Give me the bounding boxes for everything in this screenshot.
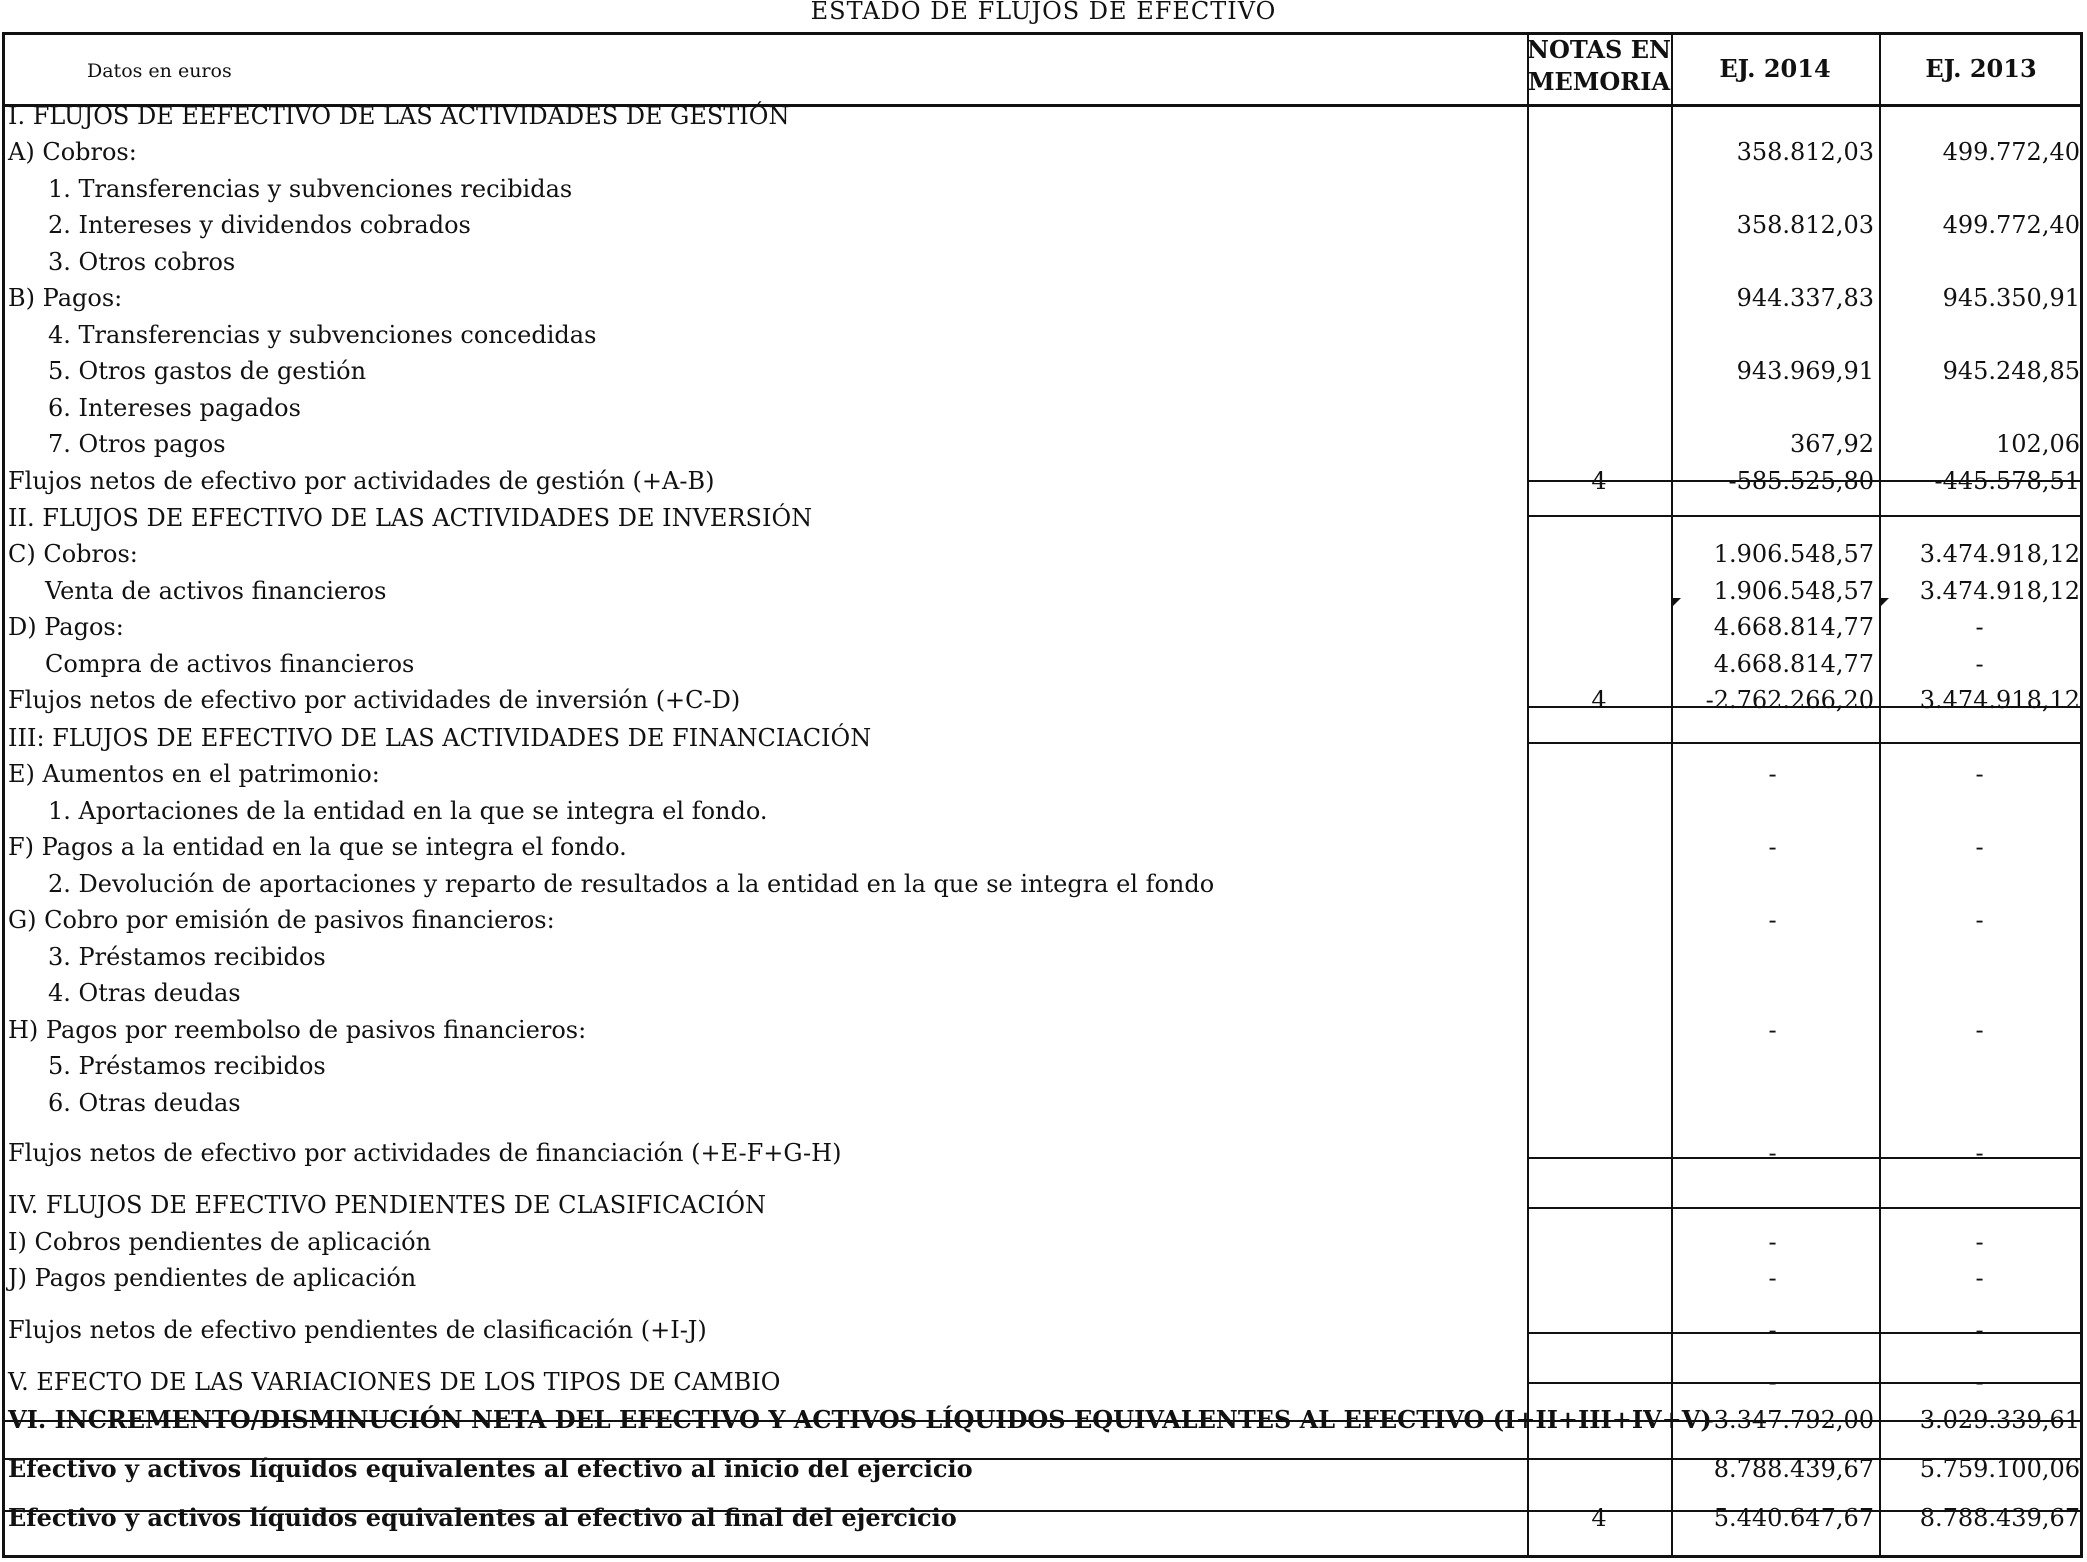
column-divider (1527, 32, 1529, 1558)
row-value-2014: 1.906.548,57 (1713, 540, 1874, 568)
column-header-2013: EJ. 2013 (1925, 54, 2037, 83)
row-value-2013: 3.474.918,12 (1919, 686, 2080, 714)
row-label: 5. Préstamos recibidos (48, 1052, 326, 1080)
row-value-2014: -585.525,80 (1728, 467, 1874, 495)
row-label: 1. Aportaciones de la entidad en la que se integra el fondo. (48, 797, 768, 825)
comment-marker (1672, 598, 1681, 607)
row-label: 4. Otras deudas (48, 979, 241, 1007)
row-value-2014: - (1768, 833, 1777, 861)
row-value-2014: -3.347.792,00 (1705, 1406, 1874, 1434)
row-label: A) Cobros: (8, 138, 137, 166)
row-label: 6. Otras deudas (48, 1089, 241, 1117)
row-value-2014: - (1768, 1368, 1777, 1396)
row-value-2014: 8.788.439,67 (1713, 1455, 1874, 1483)
row-value-2013: - (1975, 833, 1984, 861)
row-value-2014: - (1768, 1316, 1777, 1344)
row-value-2013: - (1975, 1016, 1984, 1044)
row-value-2014: 358.812,03 (1736, 211, 1874, 239)
row-label: G) Cobro por emisión de pasivos financieros: (8, 906, 555, 934)
row-note: 4 (1591, 467, 1607, 495)
document-title: ESTADO DE FLUJOS DE EFECTIVO (810, 0, 1277, 25)
row-value-2014: 944.337,83 (1736, 284, 1874, 312)
row-value-2014: - (1768, 1139, 1777, 1167)
row-label: VI. INCREMENTO/DISMINUCIÓN NETA DEL EFECTIVO Y ACTIVOS LÍQUIDOS EQUIVALENTES AL EFECTIVO (I+II+III+IV+V) (8, 1405, 1712, 1434)
row-label: V. EFECTO DE LAS VARIACIONES DE LOS TIPOS DE CAMBIO (8, 1368, 781, 1396)
row-value-2013: - (1975, 613, 1984, 641)
row-value-2014: 943.969,91 (1736, 357, 1874, 385)
row-separator (1527, 1207, 2083, 1209)
row-value-2013: - (1975, 650, 1984, 678)
row-label: D) Pagos: (8, 613, 124, 641)
row-value-2013: 945.350,91 (1942, 284, 2080, 312)
row-label: B) Pagos: (8, 284, 123, 312)
row-value-2013: - (1975, 1368, 1984, 1396)
notes-header-line2: MEMORIA (1527, 67, 1671, 96)
row-value-2013: - (1975, 1264, 1984, 1292)
row-label: 2. Devolución de aportaciones y reparto de resultados a la entidad en la que se integra el fondo (48, 870, 1215, 898)
row-value-2013: - (1975, 1316, 1984, 1344)
row-label: F) Pagos a la entidad en la que se integra el fondo. (8, 833, 627, 861)
row-value-2013: 499.772,40 (1942, 138, 2080, 166)
row-label: II. FLUJOS DE EFECTIVO DE LAS ACTIVIDADES DE INVERSIÓN (8, 504, 813, 532)
row-value-2013: 3.474.918,12 (1919, 540, 2080, 568)
row-value-2013: - (1975, 1139, 1984, 1167)
row-value-2014: 5.440.647,67 (1713, 1504, 1874, 1532)
row-value-2014: -2.762.266,20 (1705, 686, 1874, 714)
row-note: 4 (1591, 686, 1607, 714)
row-label: 7. Otros pagos (48, 430, 226, 458)
row-value-2014: 4.668.814,77 (1713, 650, 1874, 678)
row-separator (1527, 742, 2083, 744)
row-value-2013: 5.759.100,06 (1919, 1455, 2080, 1483)
row-value-2014: 367,92 (1790, 430, 1874, 458)
row-label: E) Aumentos en el patrimonio: (8, 760, 380, 788)
row-value-2013: 8.788.439,67 (1919, 1504, 2080, 1532)
row-label: 6. Intereses pagados (48, 394, 301, 422)
row-label: Flujos netos de efectivo por actividades de gestión (+A-B) (8, 467, 715, 495)
row-label: Efectivo y activos líquidos equivalentes al efectivo al final del ejercicio (8, 1503, 957, 1532)
row-value-2013: -445.578,51 (1934, 467, 2080, 495)
row-label: 3. Préstamos recibidos (48, 943, 326, 971)
row-label: III: FLUJOS DE EFECTIVO DE LAS ACTIVIDADES DE FINANCIACIÓN (8, 724, 872, 752)
row-label: IV. FLUJOS DE EFECTIVO PENDIENTES DE CLASIFICACIÓN (8, 1191, 767, 1219)
row-label: Flujos netos de efectivo por actividades de financiación (+E-F+G-H) (8, 1139, 842, 1167)
row-value-2014: - (1768, 906, 1777, 934)
row-label: H) Pagos por reembolso de pasivos financieros: (8, 1016, 587, 1044)
row-label: 5. Otros gastos de gestión (48, 357, 367, 385)
row-value-2014: - (1768, 1016, 1777, 1044)
row-label: 3. Otros cobros (48, 248, 236, 276)
row-label: 1. Transferencias y subvenciones recibidas (48, 175, 573, 203)
row-label: C) Cobros: (8, 540, 138, 568)
row-value-2013: 499.772,40 (1942, 211, 2080, 239)
row-value-2014: 358.812,03 (1736, 138, 1874, 166)
row-value-2014: - (1768, 760, 1777, 788)
row-separator (1527, 515, 2083, 517)
row-value-2013: 102,06 (1996, 430, 2080, 458)
row-note: 4 (1591, 1504, 1607, 1532)
row-value-2014: - (1768, 1228, 1777, 1256)
row-value-2014: 4.668.814,77 (1713, 613, 1874, 641)
row-label: Compra de activos financieros (45, 650, 415, 678)
row-value-2014: 1.906.548,57 (1713, 577, 1874, 605)
row-value-2013: - (1975, 1228, 1984, 1256)
row-label: 2. Intereses y dividendos cobrados (48, 211, 471, 239)
row-value-2013: - (1975, 906, 1984, 934)
row-value-2013: 3.029.339,61 (1919, 1406, 2080, 1434)
row-value-2013: 3.474.918,12 (1919, 577, 2080, 605)
row-label: I. FLUJOS DE EEFECTIVO DE LAS ACTIVIDADES DE GESTIÓN (8, 102, 790, 130)
row-value-2014: - (1768, 1264, 1777, 1292)
row-label: Flujos netos de efectivo pendientes de clasificación (+I-J) (8, 1316, 707, 1344)
row-label: Venta de activos financieros (45, 577, 387, 605)
row-value-2013: - (1975, 760, 1984, 788)
column-header-2014: EJ. 2014 (1719, 54, 1831, 83)
row-label: Flujos netos de efectivo por actividades de inversión (+C-D) (8, 686, 741, 714)
row-value-2013: 945.248,85 (1942, 357, 2080, 385)
row-label: J) Pagos pendientes de aplicación (8, 1264, 417, 1292)
row-label: I) Cobros pendientes de aplicación (8, 1228, 432, 1256)
row-label: Efectivo y activos líquidos equivalentes al efectivo al inicio del ejercicio (8, 1454, 973, 1483)
units-label: Datos en euros (87, 60, 232, 82)
comment-marker (1880, 598, 1889, 607)
row-label: 4. Transferencias y subvenciones concedidas (48, 321, 597, 349)
notes-header-line1: NOTAS EN (1527, 35, 1671, 64)
